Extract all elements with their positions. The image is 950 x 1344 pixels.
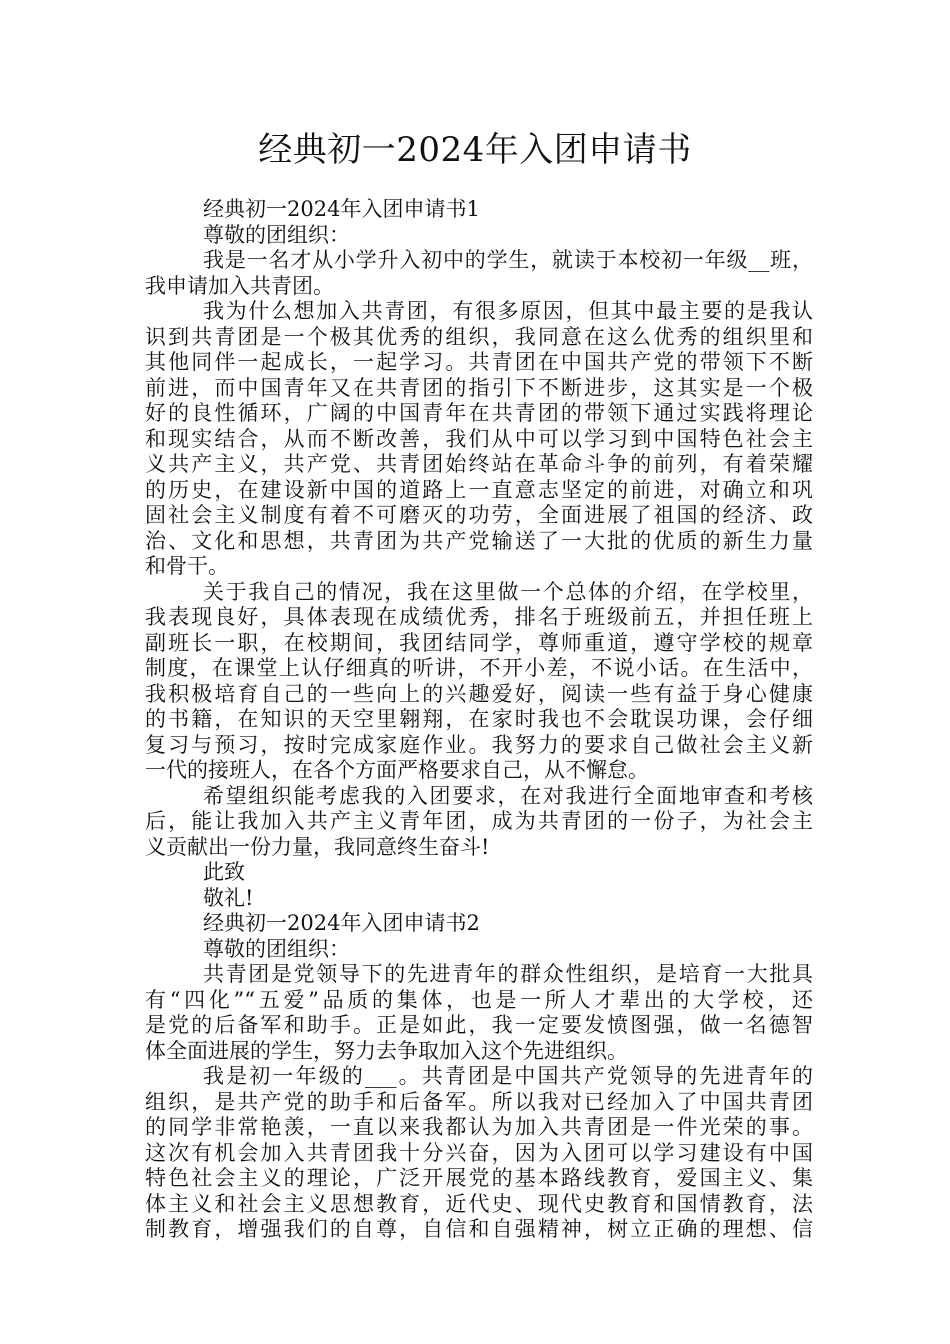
text-line: 我申请加入共青团。 — [145, 273, 334, 298]
text-line: 体主义和社会主义思想教育，近代史、现代史教育和国情教育，法 — [145, 1191, 813, 1216]
text-line: 有“四化”“五爱”品质的集体，也是一所人才辈出的大学校，还 — [145, 987, 813, 1012]
text-line: 这次有机会加入共青团我十分兴奋，因为入团可以学习建设有中国 — [145, 1140, 813, 1165]
document-body — [145, 197, 813, 1243]
text-line: 治、文化和思想，共青团为共产党输送了一大批的优质的新生力量 — [145, 528, 813, 553]
text-line: 固社会主义制度有着不可磨灭的功劳，全面进展了祖国的经济、政 — [145, 503, 813, 527]
text-line: 前进，而中国青年又在共青团的指引下不断进步，这其实是一个极 — [145, 375, 813, 400]
text-line: 义共产主义，共产党、共青团始终站在革命斗争的前列，有着荣耀 — [145, 452, 813, 476]
text-line: 制度，在课堂上认仔细真的听讲，不开小差，不说小话。在生活中， — [145, 656, 813, 680]
document-title: 经典初一2024年入团申请书 — [258, 130, 692, 170]
text-line: 的同学非常艳羡，一直以来我都认为加入共青团是一件光荣的事。 — [145, 1115, 813, 1139]
text-line: 义贡献出一份力量，我同意终生奋斗! — [145, 834, 490, 859]
text-line: 经典初一2024年入团申请书1 — [203, 197, 480, 221]
text-line: 副班长一职，在校期间，我团结同学，尊师重道，遵守学校的规章 — [145, 630, 813, 655]
text-line: 的书籍，在知识的天空里翱翔，在家时我也不会耽误功课，会仔细 — [145, 707, 813, 731]
text-line: 尊敬的团组织： — [203, 936, 350, 961]
text-line: 关于我自己的情况，我在这里做一个总体的介绍，在学校里， — [203, 579, 813, 604]
text-line: 我是初一年级的___。共青团是中国共产党领导的先进青年的 — [203, 1064, 813, 1088]
text-line: 敬礼! — [203, 885, 254, 910]
text-line: 好的良性循环，广阔的中国青年在共青团的带领下通过实践将理论 — [145, 401, 813, 425]
text-line: 制教育，增强我们的自尊，自信和自强精神，树立正确的理想、信 — [145, 1217, 813, 1241]
text-line: 经典初一2024年入团申请书2 — [203, 911, 480, 935]
text-line: 组织，是共产党的助手和后备军。所以我对已经加入了中国共青团 — [145, 1089, 813, 1114]
text-line: 此致 — [203, 860, 245, 884]
text-line: 复习与预习，按时完成家庭作业。我努力的要求自己做社会主义新 — [145, 732, 813, 757]
text-line: 其他同伴一起成长，一起学习。共青团在中国共产党的带领下不断 — [145, 350, 813, 374]
text-line: 和现实结合，从而不断改善，我们从中可以学习到中国特色社会主 — [145, 426, 813, 451]
text-line: 尊敬的团组织： — [203, 222, 350, 247]
text-line: 共青团是党领导下的先进青年的群众性组织，是培育一大批具 — [203, 962, 813, 986]
text-line: 我是一名才从小学升入初中的学生，就读于本校初一年级__班， — [203, 248, 813, 272]
text-line: 识到共青团是一个极其优秀的组织，我同意在这么优秀的组织里和 — [145, 324, 813, 349]
text-line: 和骨干。 — [145, 554, 229, 578]
text-line: 我表现良好，具体表现在成绩优秀，排名于班级前五，并担任班上 — [145, 605, 813, 629]
text-line: 体全面进展的学生，努力去争取加入这个先进组织。 — [145, 1038, 628, 1063]
text-line: 特色社会主义的理论，广泛开展党的基本路线教育，爱国主义、集 — [145, 1166, 813, 1190]
text-line: 是党的后备军和助手。正是如此，我一定要发愤图强，做一名德智 — [145, 1013, 813, 1037]
text-line: 希望组织能考虑我的入团要求，在对我进行全面地审查和考核 — [203, 783, 813, 808]
text-line: 一代的接班人，在各个方面严格要求自己，从不懈怠。 — [145, 758, 649, 782]
text-line: 后，能让我加入共产主义青年团，成为共青团的一份子，为社会主 — [145, 809, 813, 833]
text-line: 的历史，在建设新中国的道路上一直意志坚定的前进，对确立和巩 — [145, 477, 813, 502]
text-line: 我为什么想加入共青团，有很多原因，但其中最主要的是我认 — [203, 299, 813, 323]
text-line: 我积极培育自己的一些向上的兴趣爱好，阅读一些有益于身心健康 — [145, 681, 813, 706]
